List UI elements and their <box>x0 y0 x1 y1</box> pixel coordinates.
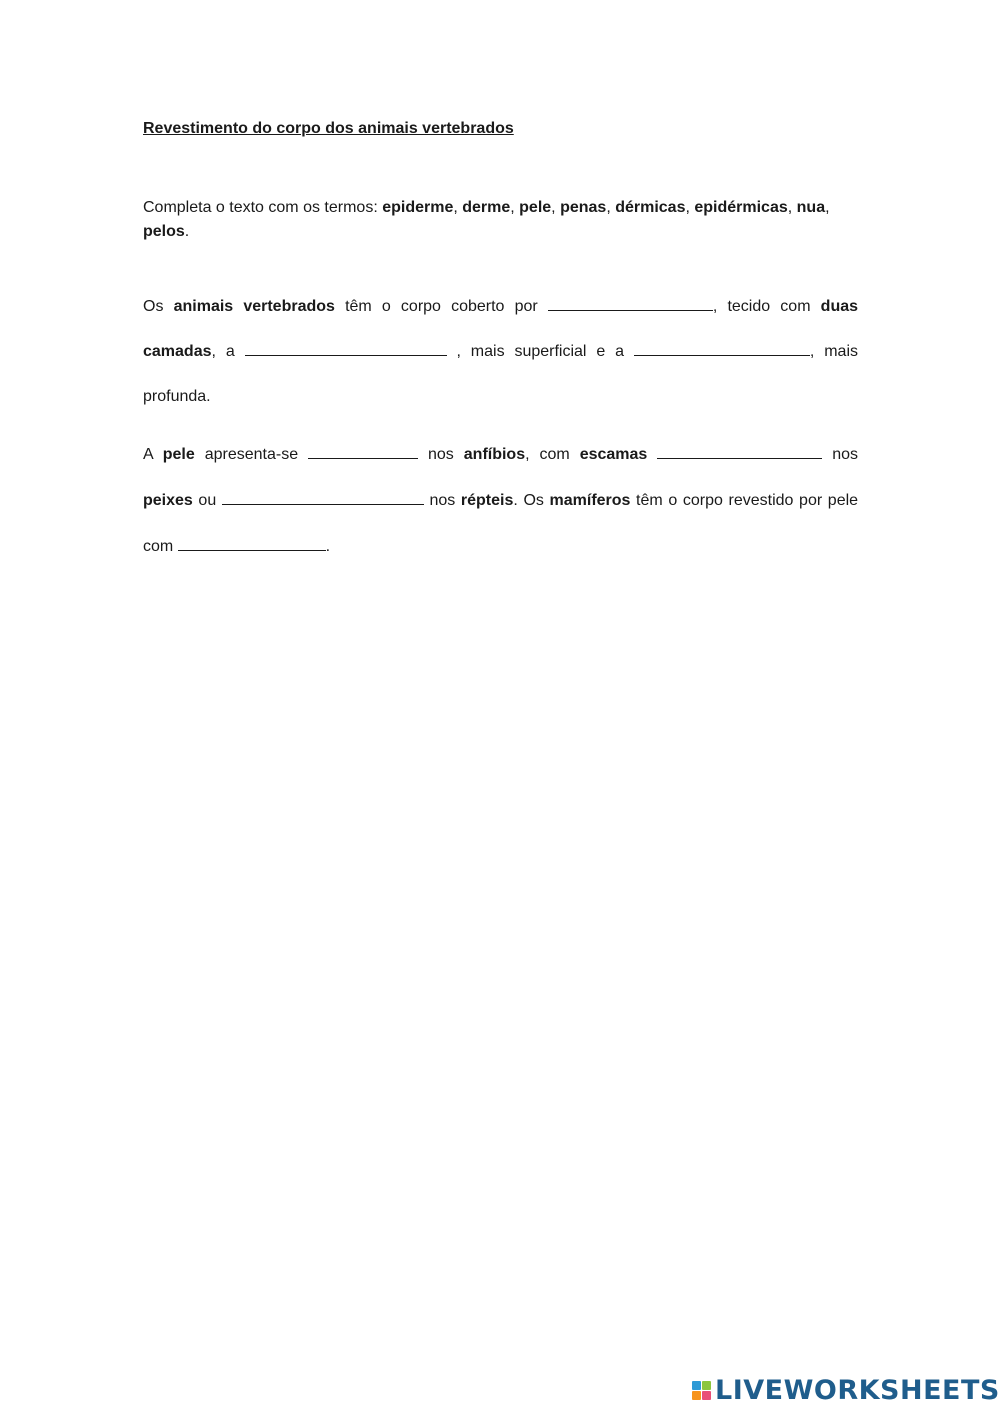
page-title: Revestimento do corpo dos animais vertebrados <box>143 120 514 137</box>
bold-term: mamíferos <box>549 492 631 509</box>
text-segment: , tecido com <box>712 298 821 315</box>
blank-input[interactable] <box>548 296 713 311</box>
text-segment: nos <box>418 446 464 463</box>
text-segment: . Os <box>513 492 550 509</box>
paragraph-1 <box>143 284 858 419</box>
logo-mark-tile <box>692 1391 701 1400</box>
text-segment: ou <box>192 492 222 509</box>
blank-input[interactable] <box>178 536 326 551</box>
bold-term: duas camadas <box>143 298 859 360</box>
term-nua: nua <box>796 199 826 216</box>
term-separator: , <box>787 199 797 216</box>
text-segment: , mais superficial e a <box>446 343 634 360</box>
paragraph-2 <box>143 432 858 570</box>
term-dermicas: dérmicas <box>615 199 686 216</box>
logo-text: LIVEWORKSHEETS <box>715 1374 1000 1406</box>
text-segment <box>647 446 657 463</box>
bold-term: peixes <box>143 492 193 509</box>
term-pelos: pelos <box>143 223 185 240</box>
term-derme: derme <box>462 199 511 216</box>
text-segment: Os <box>143 298 174 315</box>
term-epiderme: epiderme <box>382 199 454 216</box>
term-separator: , <box>825 199 830 216</box>
bold-term: animais vertebrados <box>173 298 335 315</box>
text-segment: têm o corpo coberto por <box>334 298 548 315</box>
text-segment: nos <box>423 492 461 509</box>
bold-term: anfíbios <box>463 446 526 463</box>
blank-input[interactable] <box>245 341 447 356</box>
blank-input[interactable] <box>634 341 810 356</box>
text-segment: , com <box>525 446 580 463</box>
logo-mark-icon <box>692 1381 711 1400</box>
blank-input[interactable] <box>657 444 822 459</box>
text-segment: têm o corpo revestido por pele com <box>143 492 859 555</box>
logo-mark-tile <box>702 1391 711 1400</box>
bold-term: escamas <box>579 446 648 463</box>
text-segment: , mais profunda. <box>143 343 859 405</box>
term-separator: , <box>453 199 463 216</box>
instructions <box>143 196 858 244</box>
term-penas: penas <box>560 199 607 216</box>
bold-term: pele <box>162 446 195 463</box>
term-separator: , <box>510 199 520 216</box>
text-segment: A <box>143 446 163 463</box>
text-segment: nos <box>822 446 859 463</box>
blank-input[interactable] <box>222 490 424 505</box>
bold-term: répteis <box>460 492 514 509</box>
term-separator: , <box>551 199 561 216</box>
blank-input[interactable] <box>308 444 418 459</box>
term-separator: , <box>685 199 695 216</box>
text-segment: , a <box>211 343 245 360</box>
term-pele: pele <box>519 199 552 216</box>
logo-mark-tile <box>692 1381 701 1390</box>
liveworksheets-logo <box>692 1374 1000 1406</box>
instructions-prefix: Completa o texto com os termos: <box>143 199 383 216</box>
text-segment: apresenta-se <box>194 446 309 463</box>
term-epidermicas: epidérmicas <box>694 199 788 216</box>
term-separator: , <box>606 199 616 216</box>
instructions-suffix: . <box>184 223 190 240</box>
text-segment: . <box>325 538 331 555</box>
logo-mark-tile <box>702 1381 711 1390</box>
